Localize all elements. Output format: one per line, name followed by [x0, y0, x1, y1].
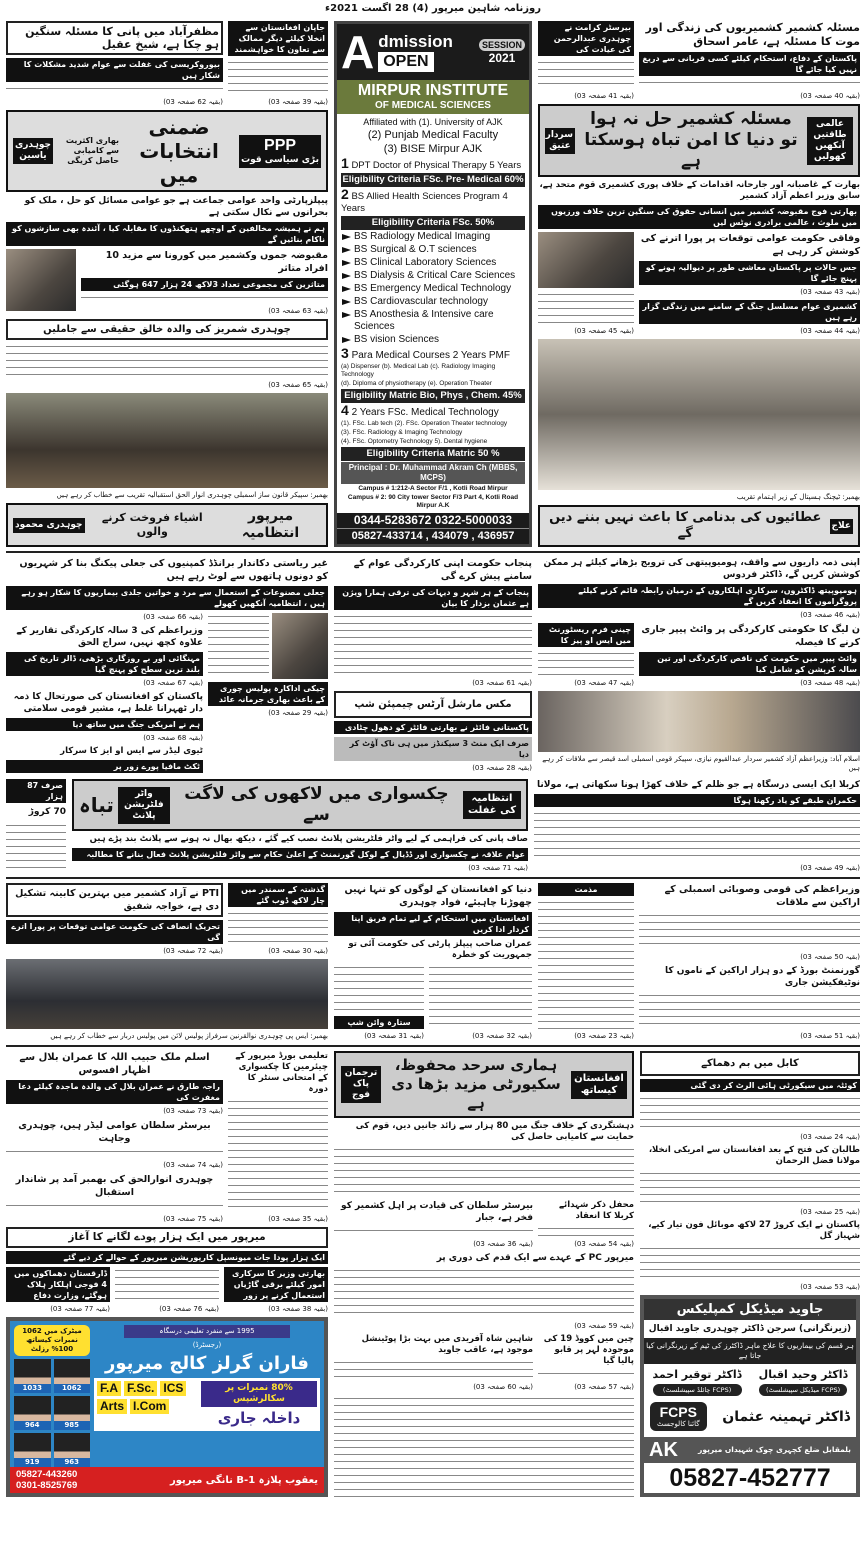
- course: I.Com: [130, 1399, 169, 1414]
- article-text: [115, 1267, 219, 1302]
- headline: وفاقی حکومت عوامی توقعات پر پورا اترنے کی کوشش کر رہی ہے: [640, 233, 860, 257]
- clinic-ad: [640, 1295, 860, 1497]
- banner-part: ترجمان پاک فوج: [341, 1066, 381, 1103]
- program-item: BS Surgical & O.T sciences: [341, 244, 525, 256]
- meeting-photo: [538, 691, 860, 752]
- subheadline: صاف پانی کی فراہمی کے لیے واٹر فلٹریشن پلانٹ نصب کیے گئے ، دیکھ بھال نہ ہونے سے پلانٹ بند پڑے ہیں: [89, 834, 528, 844]
- subheadline: جس حالات پر پاکستان معاشی طور پر دیوالیہ ہونے کو پہنچ جائے گا: [639, 261, 860, 285]
- subheadline: صرف ایک منٹ 3 سیکنڈز میں ہی ناک آؤٹ کر دیا: [334, 737, 532, 761]
- ppp-tag: PPP: [264, 136, 297, 154]
- subheadline: عوام علاقہ نے چکسواری اور ڈڈیال کے لوکل گورنمنٹ کے اعلیٰ حکام سے واٹر فلٹریشن پلانٹ فعال بنانے کا مطالبہ: [72, 848, 528, 861]
- continued-ref: (بقیہ 43 صفحہ 03): [800, 288, 860, 296]
- article-text: [6, 1148, 223, 1158]
- headline: کشمیری عوام مسلسل جنگ کے سامنے میں زندگی گزار رہے ہیں: [639, 300, 860, 324]
- course: F.Sc.: [124, 1381, 157, 1396]
- college-name: فاران گرلز کالج میرپور: [105, 1353, 309, 1374]
- banner-part: انتظامیہ کی غفلت: [463, 791, 521, 819]
- headline: مسئلہ کشمیر کشمیریوں کی زندگی اور موت کا مسئلہ ہے، عامر اسحاق: [645, 21, 860, 48]
- ad-year: 2021: [488, 51, 516, 65]
- subheadline: ہم نے ہمیشہ مخالفین کے اوچھے ہتھکنڈوں کا مقابلہ کیا ، آئندہ بھی سازشوں کو ناکام بنائیں گے: [6, 222, 328, 246]
- headline: اسلم ملک حبیب اللہ کا عمران بلال سے اظہار افسوس: [19, 1052, 210, 1076]
- article-text: [639, 912, 860, 950]
- ad-open: OPEN: [378, 52, 433, 72]
- article-text: [640, 1245, 860, 1280]
- kashmir-banner: [538, 104, 860, 177]
- student-score: 1033: [14, 1384, 51, 1393]
- program-number: 3: [341, 345, 349, 361]
- person-photo: [272, 613, 328, 679]
- article-text: [334, 1146, 634, 1197]
- continued-ref: (بقیہ 51 صفحہ 03): [800, 1032, 860, 1040]
- article-text: [640, 1095, 860, 1130]
- continued-ref: (بقیہ 41 صفحہ 03): [574, 92, 634, 100]
- headline: 70 کروڑ: [28, 807, 66, 817]
- lower-section: [6, 879, 860, 1047]
- continued-ref: (بقیہ 45 صفحہ 03): [574, 327, 634, 335]
- article-text: [429, 964, 532, 1029]
- eligibility: Eligibility Criteria FSc. Pre- Medical 60%: [342, 174, 524, 185]
- article-text: [6, 85, 223, 95]
- subheadline: کوئٹہ میں سیکورٹی ہائی الرٹ کر دی گئی: [640, 1079, 860, 1092]
- headline: صرف 87 ہزار: [6, 779, 66, 803]
- bottom-section: [6, 1047, 860, 1501]
- headline: میرپور PC کے عہدے سے ایک قدم کی دوری پر: [436, 1253, 634, 1264]
- article-text: [538, 1370, 634, 1380]
- headline: کابل میں بم دھماکے: [640, 1051, 860, 1076]
- continued-ref: (بقیہ 40 صفحہ 03): [800, 92, 860, 100]
- subheadline: دہشتگردی کے خلاف جنگ میں 80 ہزار سے زائد جانیں دیں، قوم کی حمایت سے کامیابی حاصل کی: [355, 1121, 634, 1142]
- continued-ref: (بقیہ 66 صفحہ 03): [143, 613, 203, 621]
- fcps-label: FCPS: [659, 1404, 697, 1420]
- headline: PTI نے آزاد کشمیر میں بہترین کابینہ تشکیل دی ہے، خواجہ شفیق: [6, 883, 223, 917]
- subheadline: تحریک انصاف کی حکومت عوامی توقعات پر پورا اترے گی: [6, 920, 223, 944]
- water-banner: [72, 779, 528, 831]
- subheadline: ہم نے امریکی جنگ میں ساتھ دیا: [6, 718, 203, 731]
- ad-phone: 05827-433714 , 434079 , 436957: [337, 529, 529, 544]
- headline: مکس مارشل آرٹس چیمپئن شپ: [334, 691, 532, 718]
- student-score: 964: [14, 1421, 51, 1430]
- admission-open-label: داخلہ جاری: [217, 1409, 301, 1427]
- headline: ستارہ وائن شپ: [334, 1016, 424, 1029]
- continued-ref: (بقیہ 29 صفحہ 03): [268, 709, 328, 717]
- event-photo: [538, 339, 860, 490]
- headline: پنجاب حکومت اپنی کارکردگی عوام کے سامنے پیش کرے گی: [353, 558, 532, 582]
- continued-ref: (بقیہ 36 صفحہ 03): [473, 1240, 533, 1249]
- subheadline: متاثرین کی مجموعی تعداد 3لاکھ 24 ہزار 647 ہوگئی: [81, 278, 328, 291]
- article-text: [228, 1098, 328, 1212]
- banner-part: چوہدری محمود: [13, 518, 85, 533]
- continued-ref: (بقیہ 47 صفحہ 03): [574, 679, 634, 687]
- specialty: گائنا کالوجسٹ: [657, 1420, 700, 1428]
- headline: تعلیمی بورڈ میرپور کے چیئرمین کا چکسواری کے امتحانی سنٹر کا دورہ: [235, 1051, 328, 1094]
- continued-ref: (بقیہ 30 صفحہ 03): [268, 947, 328, 955]
- surgeon: (زیرنگرانی) سرجن ڈاکٹر چوہدری جاوید اقبال: [648, 1324, 852, 1334]
- since-label: 1995 سے منفرد تعلیمی درسگاہ: [124, 1325, 290, 1338]
- affiliation: (3) BISE Mirpur AJK: [383, 143, 483, 155]
- article-text: [81, 294, 328, 304]
- program-number: 4: [341, 402, 349, 418]
- program-number: 2: [341, 186, 349, 202]
- subheadline: وائٹ پیپر میں حکومت کی ناقص کارکردگی اور تین سالہ کرپشن کو شامل کیا: [639, 652, 860, 676]
- continued-ref: (بقیہ 39 صفحہ 03): [268, 98, 328, 106]
- headline: غیر ریاستی دکاندار برانڈڈ کمپنیوں کی جعلی پیکنگ بنا کر شہریوں کو دونوں ہاتھوں سے لوٹ رہے ہیں: [19, 558, 328, 582]
- subheadline: پنجاب کے ہر شہر و دیہات کی ترقی ہمارا ویژن ہے عثمان بزدار کا بیان: [334, 586, 532, 610]
- water-section: [6, 775, 860, 879]
- subheadline: مہنگائی اور بے روزگاری بڑھی، ڈالر تاریخ کی بلند ترین سطح کو پہنچ گیا: [6, 652, 203, 676]
- security-banner: [334, 1051, 634, 1118]
- continued-ref: (بقیہ 35 صفحہ 03): [268, 1215, 328, 1223]
- headline: بیرسٹر سلطان کی قیادت پر اہل کشمیر کو فخر ہے، جبار: [341, 1201, 533, 1224]
- article-text: [538, 59, 634, 89]
- headline: چیکی اداکارہ پولیس چوری کے باعث بھاری جرمانہ عائد: [208, 682, 328, 706]
- headline: گذشتہ کے سمندر میں چار لاکھ ڈوب گئے: [228, 883, 328, 907]
- headline: ٹیوی لیڈر سے ایس او ایز کا سرکار: [60, 746, 203, 756]
- result-badge: میٹرک میں 1062 نمبرات کیساتھ 100% رزلٹ: [14, 1325, 90, 1356]
- clinic-name: جاوید میڈیکل کمپلیکس: [644, 1299, 856, 1320]
- student-score: 1062: [54, 1384, 91, 1393]
- program: DPT Doctor of Physical Therapy 5 Years: [351, 160, 522, 171]
- headline: طالبان کی فتح کے بعد افغانستان سے امریکی انخلا، مولانا فضل الرحمان: [648, 1145, 860, 1166]
- continued-ref: (بقیہ 24 صفحہ 03): [800, 1133, 860, 1141]
- continued-ref: (بقیہ 28 صفحہ 03): [472, 764, 532, 772]
- student-score: 985: [54, 1421, 91, 1430]
- headline: چوہدری انوارالحق کی بھمبر آمد پر شاندار استقبال: [15, 1174, 214, 1198]
- subheadline: جعلی مصنوعات کے استعمال سے مرد و خواتین جلدی بیماریوں کا شکار ہو رہے ہیں ، انتظامیہ آنکھیں کھولے: [6, 586, 328, 610]
- article-text: [334, 1267, 634, 1318]
- banner-part: میرپور انتظامیہ: [241, 508, 300, 541]
- banner-headline: مسئلہ کشمیر حل نہ ہوا تو دنیا کا امن تباہ ہوسکتا ہے: [584, 109, 798, 171]
- continued-ref: (بقیہ 60 صفحہ 03): [473, 1382, 533, 1391]
- subheadline: ہومیوپیتھ ڈاکٹروں، سرکاری اہلکاروں کے درمیان رابطہ قائم کرنے کیلئے پروگراموں کا انعقاد کریں گے: [538, 584, 860, 608]
- continued-ref: (بقیہ 73 صفحہ 03): [163, 1107, 223, 1115]
- banner-headline: ضمنی انتخابات میں: [139, 115, 219, 187]
- banner-headline: [6, 503, 328, 547]
- student-score: 963: [54, 1458, 91, 1467]
- banner-headline: ہماری سرحد محفوظ، سکیورٹی مزید بڑھا دی ہے: [391, 1056, 561, 1112]
- headline: وزیراعظم کی قومی وصوبائی اسمبلی کے اراکین سے ملاقات: [664, 884, 860, 908]
- headline: ڈارقستان دھماکوں میں 4 فوجی اہلکار ہلاک ہوگئے، وزارت دفاع: [6, 1267, 110, 1302]
- continued-ref: (بقیہ 59 صفحہ 03): [574, 1321, 634, 1330]
- continued-ref: (بقیہ 65 صفحہ 03): [268, 381, 328, 389]
- continued-ref: (بقیہ 74 صفحہ 03): [163, 1161, 223, 1169]
- continued-ref: (بقیہ 46 صفحہ 03): [800, 611, 860, 619]
- ad-phone: 0344-5283672 0322-5000033: [337, 513, 529, 529]
- scholarship-label: 80% نمبرات پر سکالرشپس: [201, 1381, 317, 1407]
- banner-part: اشیاء فروخت کرنے والوں: [101, 511, 203, 538]
- address: یعقوب پلازہ B-1 نانگی میرپور: [169, 1474, 318, 1486]
- article-text: [538, 1225, 634, 1237]
- person-photo: [538, 232, 634, 288]
- continued-ref: (بقیہ 25 صفحہ 03): [800, 1208, 860, 1216]
- headline: محفل ذکر شہدائے کربلا کا انعقاد: [559, 1200, 634, 1222]
- ak-label: AK: [649, 1439, 678, 1461]
- address: بلمقابل ضلع کچہری چوک شہیداں میرپور: [698, 1445, 851, 1454]
- top-section: [6, 17, 860, 553]
- headline: ن لیگ کا حکومتی کارکردگی پر وائٹ پیپر جاری کرنے کا فیصلہ: [641, 624, 860, 648]
- photo-caption: اسلام آباد: وزیراعظم آزاد کشمیر سردار عبدالقیوم نیازی، سپیکر قومی اسمبلی اسد قیصر سے ملاقات کر رہے ہیں: [542, 755, 860, 772]
- program-detail: (3). FSc. Radiology & Imaging Technology: [341, 429, 463, 436]
- banner-headline: [538, 505, 860, 547]
- headline: ٹکٹ مافیا پورے زور پر: [6, 760, 203, 773]
- student-score: 919: [14, 1458, 51, 1467]
- clinic-tagline: ہر قسم کی بیماریوں کا علاج ماہر ڈاکٹرز کی ٹیم کے زیرنگرانی کیا جاتا ہے: [644, 1338, 856, 1364]
- program-item: BS vision Sciences: [341, 334, 525, 346]
- continued-ref: (بقیہ 75 صفحہ 03): [163, 1215, 223, 1223]
- campus-address: Campus # 1:212-A Sector F/1 , Kotli Road Mirpur: [358, 485, 508, 492]
- program-detail: (4). FSc. Optometry Technology 5). Dental hygiene: [341, 438, 488, 445]
- article-text: [534, 810, 860, 861]
- continued-ref: (بقیہ 38 صفحہ 03): [268, 1305, 328, 1313]
- article-text: [6, 822, 66, 873]
- ad-letter: A: [341, 26, 375, 78]
- phone: 05827-443260: [16, 1469, 78, 1480]
- admission-ad: [334, 21, 532, 547]
- ppp-tag-sub: بڑی سیاسی قوت: [241, 154, 319, 165]
- subheadline: افغانستان میں استحکام کے لیے تمام فریق اپنا کردار ادا کریں: [334, 912, 532, 936]
- course: ICS: [160, 1381, 186, 1396]
- principal: Principal : Dr. Muhammad Akram Ch (MBBS, MCPS): [341, 462, 525, 484]
- program-item: BS Cardiovascular technology: [341, 296, 525, 308]
- institute-name: MIRPUR INSTITUTE: [357, 82, 509, 99]
- continued-ref: (بقیہ 77 صفحہ 03): [50, 1305, 110, 1313]
- continued-ref: (بقیہ 67 صفحہ 03): [143, 679, 203, 687]
- program-item: BS Anosthesia & Intensive care Sciences: [341, 309, 525, 333]
- continued-ref: (بقیہ 53 صفحہ 03): [800, 1283, 860, 1291]
- article-text: [334, 964, 424, 1013]
- continued-ref: (بقیہ 61 صفحہ 03): [472, 679, 532, 687]
- course: F.A: [97, 1381, 121, 1396]
- program-item: BS Clinical Laboratory Sciences: [341, 257, 525, 269]
- article-text: [640, 1170, 860, 1205]
- headline: چوہدری شمریز کی والدہ خالق حقیقی سے جاملیں: [6, 319, 328, 340]
- headline: مذمت: [538, 883, 634, 896]
- headline: میرپور میں ایک ہزار پودے لگانے کا آغاز: [6, 1227, 328, 1248]
- subheadline: بھارت کے غاصبانہ اور جارحانہ اقدامات کے خلاف پوری کشمیری قوم متحد ہے، سابق وزیر اعظم آزاد کشمیر: [539, 180, 860, 201]
- continued-ref: (بقیہ 71 صفحہ 03): [468, 864, 528, 872]
- headline: عمران صاحب پیپلز پارٹی کی حکومت آئی تو جمہوریت کو خطرہ: [348, 939, 532, 960]
- continued-ref: (بقیہ 49 صفحہ 03): [800, 864, 860, 872]
- continued-ref: (بقیہ 32 صفحہ 03): [472, 1032, 532, 1040]
- doctor-name: ڈاکٹر تہمینہ عثمان: [722, 1408, 850, 1425]
- program-item: BS Dialysis & Critical Care Sciences: [341, 270, 525, 282]
- continued-ref: (بقیہ 57 صفحہ 03): [574, 1382, 634, 1391]
- eligibility: Eligibility Criteria Matric 50 %: [341, 447, 525, 461]
- article-text: [228, 910, 328, 944]
- article-text: [639, 992, 860, 1030]
- subheadline: راجہ طارق نے عمران بلال کی والدہ ماجدہ کیلئے دعا مغفرت کی: [6, 1080, 223, 1104]
- doctor-qualification: (FCPS چائلڈ سپیشلسٹ): [653, 1384, 742, 1396]
- article-text: [334, 1359, 533, 1380]
- program: BS Allied Health Sciences Program 4 Years: [341, 191, 508, 214]
- continued-ref: (بقیہ 63 صفحہ 03): [268, 307, 328, 315]
- photo-caption: بھمبر: ٹیچنگ ہسپتال کے زیر اہتمام تقریب: [736, 493, 860, 501]
- article-text: [6, 343, 328, 378]
- headline: وزیراعظم کی 3 سالہ کارکردگی تقاریر کے علاوہ کچھ نہیں، سراج الحق: [16, 626, 203, 648]
- banner-headline: چکسواری میں لاکھوں کی لاگت سے: [184, 784, 449, 825]
- continued-ref: (بقیہ 44 صفحہ 03): [800, 327, 860, 335]
- photo-caption: بھمبر: ایس پی چوہدری نوالقرنین سرفراز پولیس لائن میں پولیس دربار سے خطاب کر رہے ہیں: [50, 1032, 328, 1040]
- program: Para Medical Courses 2 Years PMF: [351, 350, 510, 361]
- faran-college-ad: [6, 1317, 328, 1497]
- banner-part: سردار عتیق: [545, 128, 575, 154]
- course: Arts: [97, 1399, 127, 1414]
- banner-part: افغانستان کیساتھ: [571, 1071, 627, 1099]
- phone: 05827-452777: [669, 1464, 831, 1492]
- program-number: 1: [341, 155, 349, 171]
- article-text: [538, 291, 634, 324]
- registered-label: (رجسٹرڈ): [192, 1341, 222, 1349]
- photo-caption: بھمبر: سپیکر قانون ساز اسمبلی چوہدری انوار الحق استقبالیہ تقریب سے خطاب کر رہے ہیں: [56, 491, 328, 499]
- doctor-qualification: (FCPS میڈیکل سپیشلسٹ): [759, 1384, 848, 1396]
- program-item: BS Radiology Medical Imaging: [341, 231, 525, 243]
- article-text: [334, 613, 532, 676]
- subheadline: بیوروکریسی کی غفلت سے عوام شدید مشکلات کا شکار ہیں: [6, 58, 223, 82]
- headline: جاپان افغانستان سے انخلا کیلئے دیگر ممالک سے تعاون کا خواہشمند: [228, 21, 328, 56]
- program-detail: (a) Dispenser (b). Medical Lab (c). Radiology Imaging Technology: [341, 363, 496, 378]
- phone: 0301-8525769: [16, 1480, 78, 1491]
- headline: پاکستان کو افغانستان کی صورتحال کا ذمہ دار ٹھہرانا غلط ہے، مشیر قومی سلامتی: [13, 692, 203, 714]
- right-column: [538, 21, 860, 547]
- masthead: روزنامہ شاہین میرپور (4) 28 اگست 2021ء: [325, 3, 541, 14]
- continued-ref: (بقیہ 68 صفحہ 03): [143, 734, 203, 742]
- article-text: [208, 613, 269, 679]
- subheadline: پاکستانی فائٹر نے بھارتی فائٹر کو دھول چٹادی: [334, 721, 532, 734]
- ad-session: SESSION: [479, 39, 525, 51]
- continued-ref: (بقیہ 62 صفحہ 03): [163, 98, 223, 106]
- left-column: [6, 21, 328, 547]
- doctor-name: ڈاکٹر وحید اقبال: [758, 1368, 848, 1381]
- program-detail: (1). FSc. Lab tech (2). FSc. Operation Theater technology: [341, 420, 508, 427]
- article-text: [6, 1202, 223, 1212]
- eligibility: Eligibility Matric Bio, Phys , Chem. 45%: [341, 389, 525, 403]
- headline: دنیا کو افغانستان کے لوگوں کو تنہا نہیں چھوڑنا چاہیئے، فواد چوہدری: [344, 884, 532, 908]
- banner-sub: بھاری اکثریت سے کامیابی حاصل کریگی: [65, 136, 119, 165]
- affiliation: Affiliated with (1). University of AJK: [363, 117, 503, 127]
- middle-section: [6, 553, 860, 775]
- headline: کربلا ایک ایسی درسگاہ ہے جو ظلم کے خلاف کھڑا ہونا سکھاتی ہے، مولانا: [537, 780, 860, 790]
- headline: بیرسٹر سلطان عوامی لیڈر ہیں، چوہدری وجاہت: [18, 1120, 211, 1144]
- headline: چین میں کووڈ 19 کی موجودہ لہر پر قابو پالیا گیا: [543, 1333, 634, 1366]
- institute-name-sub: OF MEDICAL SCIENCES: [375, 100, 491, 111]
- person-photo: [6, 249, 76, 311]
- continued-ref: (بقیہ 31 صفحہ 03): [364, 1032, 424, 1040]
- headline: مقبوضہ جموں وکشمیر میں کورونا سے مزید 10 افراد متاثر: [105, 250, 328, 274]
- article-text: [538, 650, 634, 676]
- article-text: [639, 79, 860, 89]
- subheadline: پیپلزپارٹی واحد عوامی جماعت ہے جو عوامی مسائل کو حل ، ملک کو بحرانوں سے نکال سکتی ہے: [24, 196, 328, 218]
- continued-ref: (بقیہ 48 صفحہ 03): [800, 679, 860, 687]
- headline: گورنمنٹ بورڈ کے دو ہزار اراکین کے ناموں کا نوٹیفکیشن جاری: [665, 965, 860, 988]
- ppp-banner: [6, 110, 328, 192]
- continued-ref: (بقیہ 50 صفحہ 03): [800, 952, 860, 961]
- continued-ref: (بقیہ 54 صفحہ 03): [574, 1240, 634, 1249]
- program: 2 Years FSc. Medical Technology: [351, 407, 499, 418]
- eligibility: Eligibility Criteria FSc. 50%: [341, 216, 525, 230]
- headline: شاہین شاہ آفریدی میں بہت بڑا پوٹینشل موجود ہے، عاقب جاوید: [361, 1333, 533, 1355]
- banner-part: واٹر فلٹریشن پلانٹ: [118, 787, 170, 824]
- continued-ref: (بقیہ 76 صفحہ 03): [159, 1305, 219, 1313]
- campus-address: Campus # 2: 90 City tower Sector F/3 Part 4, Kotli Road Mirpur A.K: [347, 494, 519, 509]
- event-photo: [6, 393, 328, 488]
- headline: چینی فرم ریسٹورنٹ میں ایس او پیز کا: [538, 623, 634, 647]
- article-text: [228, 59, 328, 95]
- program-detail: (d). Diploma of physiotherapy (e). Operation Theater: [341, 380, 492, 387]
- banner-part: عالمی طاقتیں آنکھیں کھولیں: [807, 117, 853, 165]
- headline: پاکستان نے ایک کروڑ 27 لاکھ موبائل فون تیار کیے، شہباز گل: [648, 1220, 860, 1241]
- subheadline: ایک ہزار پودا جات میونسپل کارپوریشن میرپور کے حوالے کر دیے گئے: [6, 1251, 328, 1264]
- article-text: [334, 1395, 634, 1498]
- ad-title: dmission: [378, 32, 453, 51]
- affiliation: (2) Punjab Medical Faculty: [367, 129, 499, 141]
- continued-ref: (بقیہ 72 صفحہ 03): [163, 947, 223, 955]
- subheadline: حکمران طبقے کو یاد رکھنا ہوگا: [534, 794, 860, 807]
- headline: بیرسٹر کرامت نے چوہدری عبدالرحمن کی عیادت کی: [538, 21, 634, 56]
- police-photo: [6, 959, 328, 1029]
- subheadline: بھارتی فوج مقبوضہ کشمیر میں انسانی حقوق کی سنگین ترین خلاف ورزیوں میں ملوث ، عالمی برادری نوٹس لیں: [538, 205, 860, 229]
- headline: بھارتی وزیر کا سرکاری امور کیلئے برقی گاڑیاں استعمال کرنے پر زور: [224, 1267, 328, 1302]
- article-text: [538, 899, 634, 1029]
- banner-part: تباہ: [79, 793, 114, 817]
- program-item: BS Emergency Medical Technology: [341, 283, 525, 295]
- headline: اپنی ذمہ داریوں سے واقف، ہومیوپیتھی کی ترویج بڑھانے کیلئے ہر ممکن کوشش کریں گے، ڈاکٹر فردوس: [543, 558, 860, 580]
- doctor-name: ڈاکٹر توقیر احمد: [652, 1368, 742, 1381]
- banner-part: علاج: [830, 519, 853, 534]
- banner-part: عطائیوں کی بدنامی کا باعث نہیں بننے دیں گے: [549, 510, 822, 541]
- article-text: [334, 1227, 533, 1237]
- banner-name: چوہدری یاسین: [13, 138, 53, 164]
- headline: مظفرآباد میں پانی کا مسئلہ سنگین ہو چکا ہے، شیخ عقیل: [6, 21, 223, 55]
- continued-ref: (بقیہ 23 صفحہ 03): [574, 1032, 634, 1040]
- subheadline: پاکستان کے دفاع، استحکام کیلئے کسی قربانی سے دریغ نہیں کیا جائے گا: [639, 52, 860, 76]
